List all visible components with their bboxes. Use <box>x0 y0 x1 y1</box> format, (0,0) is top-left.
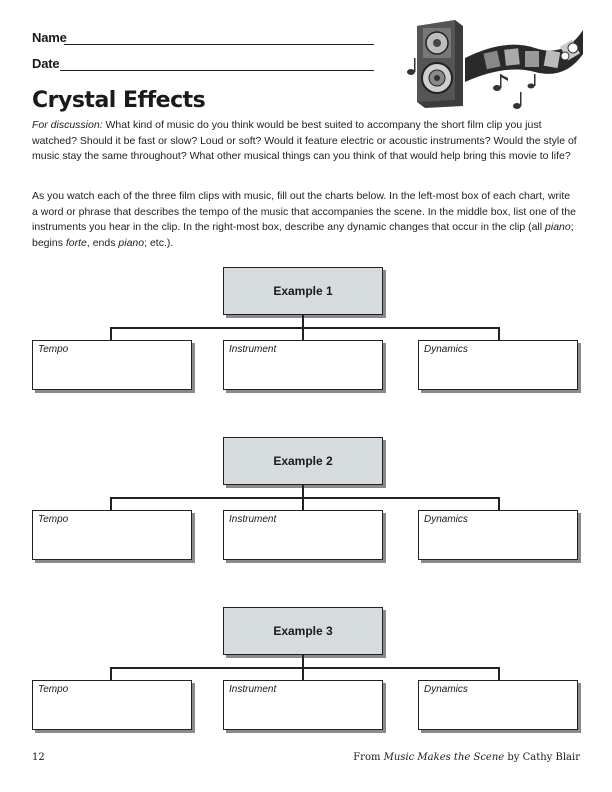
connector-line <box>498 497 500 510</box>
credit-prefix: From <box>353 752 384 763</box>
name-field[interactable] <box>64 44 374 45</box>
connector-line <box>498 327 500 340</box>
connector-line <box>302 327 304 340</box>
connector-line <box>302 667 304 680</box>
instrument-box[interactable]: Instrument <box>223 510 383 560</box>
credit-author: by Cathy Blair <box>504 752 580 763</box>
instructions-term: piano <box>545 221 571 234</box>
page-title: Crystal Effects <box>32 88 206 113</box>
speaker-filmstrip-music-notes-icon <box>405 18 585 110</box>
instrument-box[interactable]: Instrument <box>223 340 383 390</box>
instructions-text: ; begins <box>32 221 574 250</box>
connector-line <box>498 667 500 680</box>
dynamics-box[interactable]: Dynamics <box>418 510 578 560</box>
book-title: Music Makes the Scene <box>383 752 505 763</box>
connector-line <box>110 327 112 340</box>
speaker-icon <box>417 20 463 108</box>
instructions-text: , ends <box>86 237 119 250</box>
name-label: Name <box>32 30 67 45</box>
tempo-box[interactable]: Tempo <box>32 510 192 560</box>
connector-line <box>110 327 500 329</box>
connector-line <box>110 497 112 510</box>
discussion-lead: For discussion: <box>32 119 103 131</box>
instructions-paragraph <box>32 189 577 252</box>
instructions-term: piano <box>118 237 145 250</box>
dynamics-box[interactable]: Dynamics <box>418 340 578 390</box>
dynamics-box[interactable]: Dynamics <box>418 680 578 730</box>
chart-title-box: Example 2 <box>223 437 383 485</box>
tempo-box[interactable]: Tempo <box>32 340 192 390</box>
film-strip-icon <box>465 30 583 82</box>
footer-credit <box>353 752 580 763</box>
instructions-text: As you watch each of the three film clips with music, fill out the charts below. In the left-most box of each chart, write a word or phrase that describes the tempo of the music that accompanies the scene. In the middle box, list one of the instruments you hear in the clip. In the right-most box, describe any dynamic changes that occur in the clip (all <box>32 190 576 234</box>
discussion-paragraph <box>32 118 577 165</box>
page-number: 12 <box>32 752 45 763</box>
chart-title-box: Example 3 <box>223 607 383 655</box>
instrument-box[interactable]: Instrument <box>223 680 383 730</box>
instructions-term: forte <box>65 237 87 250</box>
connector-line <box>110 497 500 499</box>
instructions-text: ; etc.). <box>144 237 174 250</box>
date-label: Date <box>32 56 60 71</box>
date-field[interactable] <box>60 70 374 71</box>
discussion-text: What kind of music do you think would be best suited to accompany the short film clip you just watched? Should it be fast or slow? Loud or soft? Would it feature electric or acoustic instruments? Would the style of music stay the same throughout? What other musical things can you think of that would help bring this movie to life? <box>32 119 577 163</box>
tempo-box[interactable]: Tempo <box>32 680 192 730</box>
connector-line <box>110 667 112 680</box>
connector-line <box>302 497 304 510</box>
connector-line <box>110 667 500 669</box>
chart-title-box: Example 1 <box>223 267 383 315</box>
